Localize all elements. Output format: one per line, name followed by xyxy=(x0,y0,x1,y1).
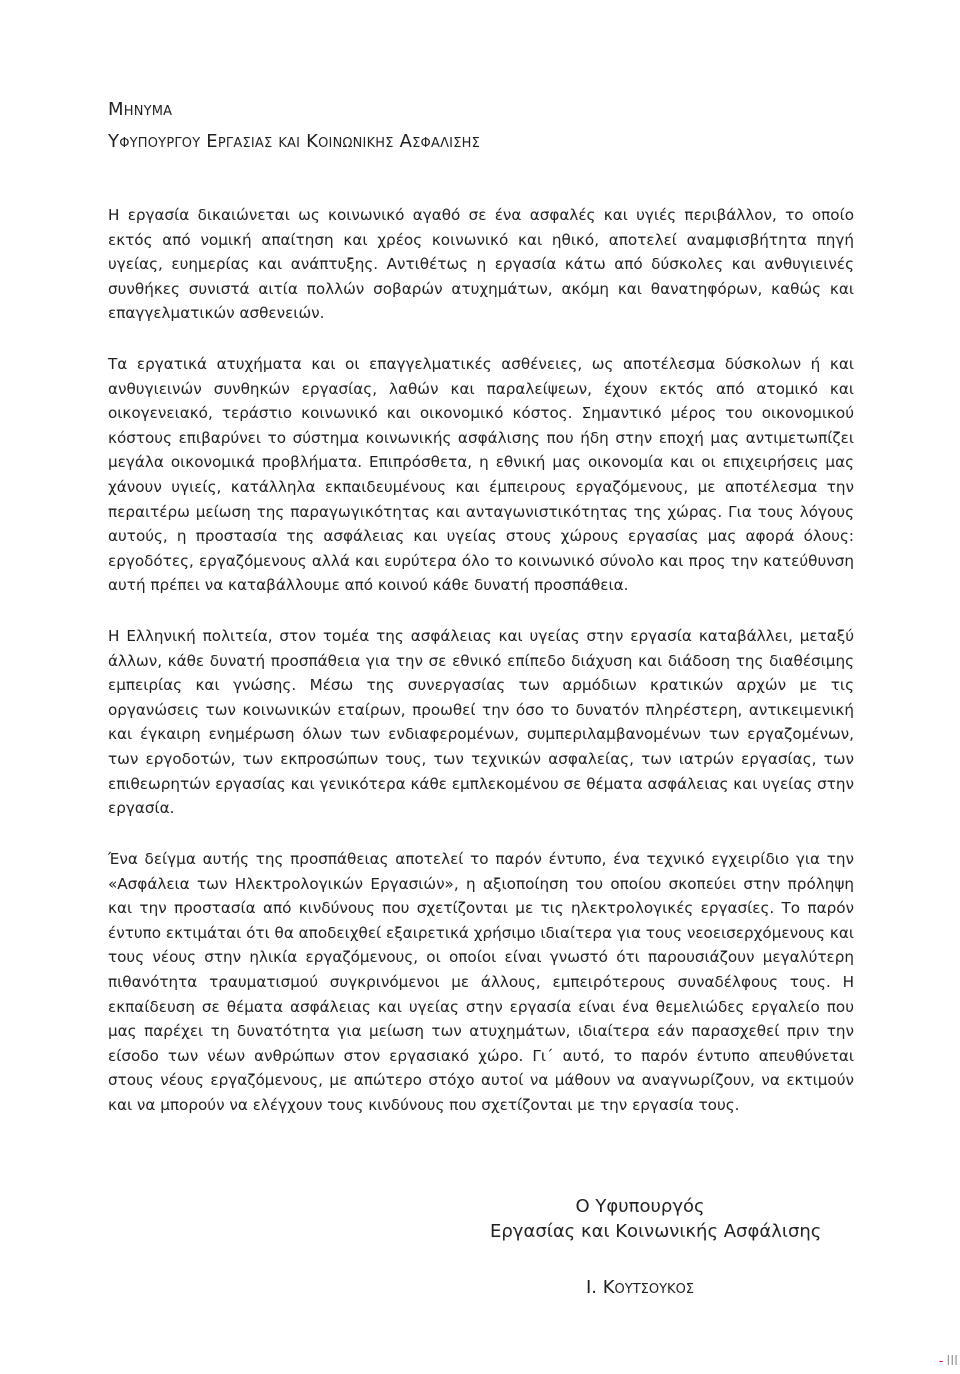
signature-role: Ο Υφυπουργός xyxy=(575,1196,705,1217)
document-page xyxy=(108,0,854,1374)
paragraph: Η εργασία δικαιώνεται ως κοινωνικό αγαθό σε ένα ασφαλές και υγιές περιβάλλον, το οποίο εκτός από νομική απαίτηση και χρέος κοινωνικό και ηθικό, αποτελεί αναμφισβήτητα πηγή υγείας, ευημερίας και ανάπτυξης. Αντιθέτως η εργασία κάτω από δύσκολες και ανθυγιεινές συνθήκες συνιστά αιτία πολλών σοβαρών ατυχημάτων, ακόμη και θανατηφόρων, καθώς και επαγγελματικών ασθενειών. xyxy=(108,206,854,323)
paragraph: Τα εργατικά ατυχήματα και οι επαγγελματικές ασθένειες, ως αποτέλεσμα δύσκολων ή και ανθυγιεινών συνθηκών εργασίας, λαθών και παραλείψεων, έχουν εκτός από ατομικό και οικογενειακό, τεράστιο κοινωνικό και οικονομικό κόστος. Σημαντικό μέρος του οικονομικού κόστους επιβαρύνει το σύστημα κοινωνικής ασφάλισης που ήδη στην εποχή μας αντιμετωπίζει μεγάλα οικονομικά προβλήματα. Επιπρόσθετα, η εθνική μας οικονομία και οι επιχειρήσεις μας χάνουν υγιείς, κατάλληλα εκπαιδευμένους και έμπειρους εργαζόμενους, με αποτέλεσμα την περαιτέρω μείωση της παραγωγικότητας και ανταγωνιστικότητας της χώρας. Για τους λόγους αυτούς, η προστασία της ασφάλειας και υγείας στους χώρους εργασίας μας αφορά όλους: εργοδότες, εργαζόμενους αλλά και ευρύτερα όλο το κοινωνικό σύνολο και προς την κατεύθυνση αυτή πρέπει να καταβάλλουμε από κοινού κάθε δυνατή προσπάθεια. xyxy=(108,355,854,595)
signature-ministry: Εργασίας και Κοινωνικής Ασφάλισης xyxy=(490,1221,822,1242)
paragraph: Η Ελληνική πολιτεία, στον τομέα της ασφάλειας και υγείας στην εργασία καταβάλλει, μεταξύ άλλων, κάθε δυνατή προσπάθεια για την σε εθνικό επίπεδο διάχυση και διάδοση της διαθέσιμης εμπειρίας και γνώσης. Μέσω της συνεργασίας των αρμόδιων κρατικών αρχών με τις οργανώσεις των κοινωνικών εταίρων, προωθεί την όσο το δυνατόν πληρέστερη, αντικειμενική και έγκαιρη ενημέρωση όλων των ενδιαφερομένων, συμπεριλαμβανομένων των εργαζομένων, των εργοδοτών, των εκπροσώπων τους, των τεχνικών ασφαλείας, των ιατρών εργασίας, των επιθεωρητών εργασίας και γενικότερα κάθε εμπλεκομένου σε θέματα ασφάλειας και υγείας στην εργασία. xyxy=(108,627,854,818)
page-title: Μηνυμα xyxy=(108,99,173,120)
page-subtitle: Υφυπουργου Εργασιας και Κοινωνικης Ασφαλισης xyxy=(108,131,480,152)
page-number-value: III xyxy=(946,1354,958,1369)
page-number xyxy=(939,1354,958,1369)
paragraph: Ένα δείγμα αυτής της προσπάθειας αποτελεί το παρόν έντυπο, ένα τεχνικό εγχειρίδιο για την «Ασφάλεια των Ηλεκτρολογικών Εργασιών», η αξιοποίηση του οποίου σκοπεύει στην πρόληψη και την προστασία από κινδύνους που σχετίζονται με τις ηλεκτρολογικές εργασίες. Το παρόν έντυπο εκτιμάται ότι θα αποδειχθεί εξαιρετικά χρήσιμο ιδιαίτερα για τους νεοεισερχόμενους και τους νέους στην ηλικία εργαζόμενους, οι οποίοι είναι γνωστό ότι παρουσιάζουν μεγαλύτερη πιθανότητα τραυματισμού συγκρινόμενοι με άλλους, εμπειρότερους συναδέλφους τους. Η εκπαίδευση σε θέματα ασφάλειας και υγείας στην εργασία είναι ένα θεμελιώδες εργαλείο που μας παρέχει τη δυνατότητα για μείωση των ατυχημάτων, ιδιαίτερα εάν παρασχεθεί πριν την είσοδο των νέων ανθρώπων στον εργασιακό χώρο. Γι΄ αυτό, το παρόν έντυπο απευθύνεται στους νέους εργαζόμενους, με απώτερο στόχο αυτοί να μάθουν να αναγνωρίζουν, να εκτιμούν και να μπορούν να ελέγχουν τους κινδύνους που σχετίζονται με την εργασία τους. xyxy=(108,850,854,1114)
page-number-dash: - xyxy=(938,1354,944,1369)
signature-name: Ι. Κουτσουκος xyxy=(585,1277,695,1298)
